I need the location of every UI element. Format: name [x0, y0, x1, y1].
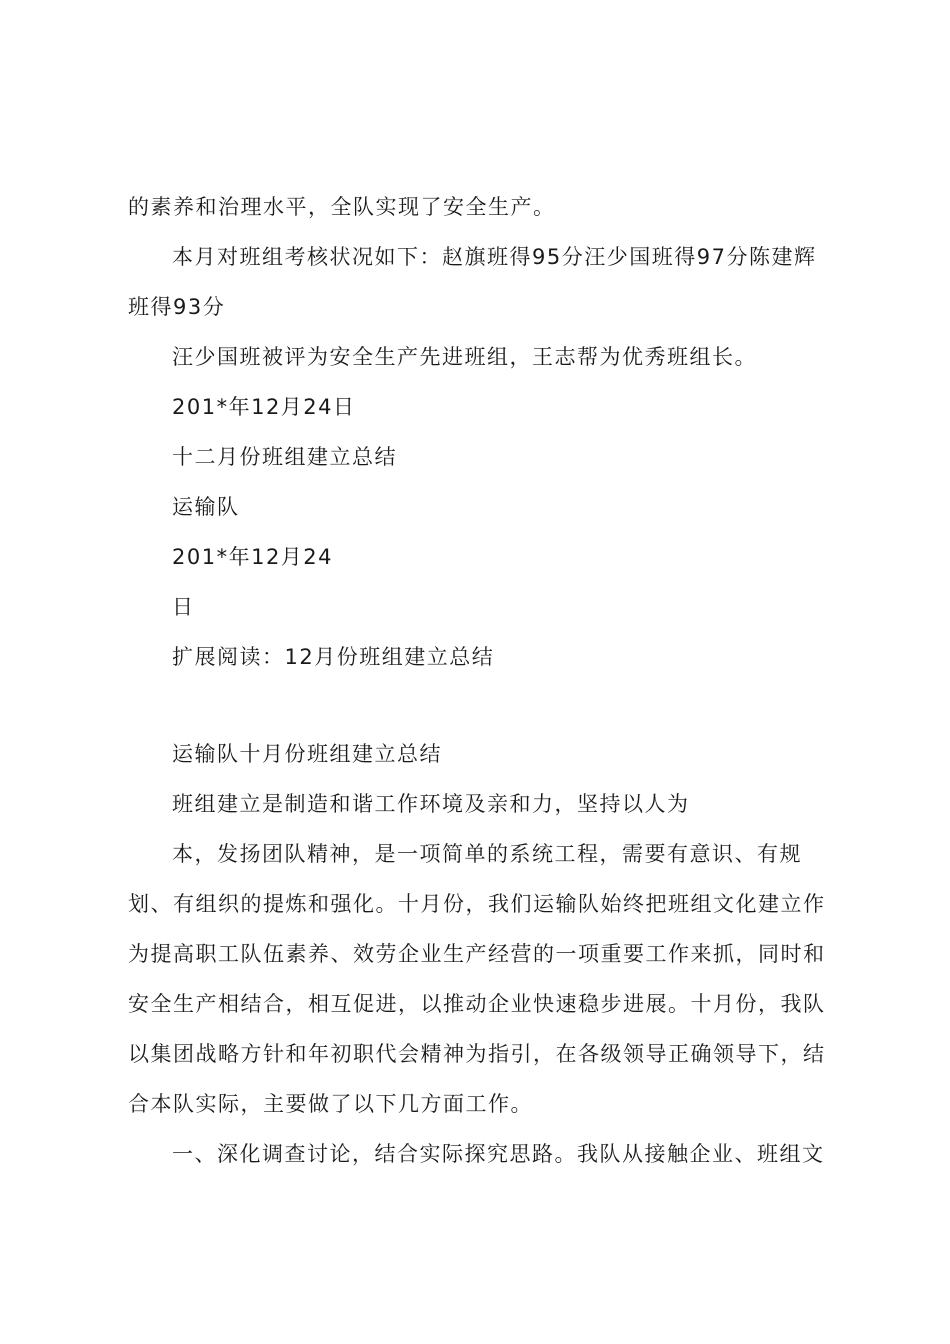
text-line: 划、有组织的提炼和强化。十月份，我们运输队始终把班组文化建立作: [128, 892, 826, 916]
text-line: 运输队: [172, 495, 240, 519]
heading-line: 十二月份班组建立总结: [172, 445, 397, 469]
text-line: 的素养和治理水平，全队实现了安全生产。: [128, 195, 556, 219]
text-line: 班组建立是制造和谐工作环境及亲和力，坚持以人为: [172, 792, 690, 816]
text-line: 本，发扬团队精神，是一项简单的系统工程，需要有意识、有规: [172, 842, 802, 866]
text-line: 一、深化调查讨论，结合实际探究思路。我队从接触企业、班组文: [172, 1142, 825, 1166]
text-line: 安全生产相结合，相互促进，以推动企业快速稳步进展。十月份，我队: [128, 992, 826, 1016]
heading-line: 运输队十月份班组建立总结: [172, 742, 442, 766]
date-line: 201*年12月24: [172, 545, 334, 569]
text-line: 日: [172, 595, 195, 619]
text-line: 合本队实际，主要做了以下几方面工作。: [128, 1092, 533, 1116]
text-line: 本月对班组考核状况如下：赵旗班得95分汪少国班得97分陈建辉: [172, 245, 817, 269]
text-line: 以集团战略方针和年初职代会精神为指引，在各级领导正确领导下，结: [128, 1042, 826, 1066]
extended-reading-line: 扩展阅读：12月份班组建立总结: [172, 645, 495, 669]
date-line: 201*年12月24日: [172, 395, 356, 419]
text-line: 为提高职工队伍素养、效劳企业生产经营的一项重要工作来抓，同时和: [128, 942, 826, 966]
text-line: 班得93分: [128, 295, 226, 319]
text-line: 汪少国班被评为安全生产先进班组，王志帮为优秀班组长。: [172, 345, 757, 369]
